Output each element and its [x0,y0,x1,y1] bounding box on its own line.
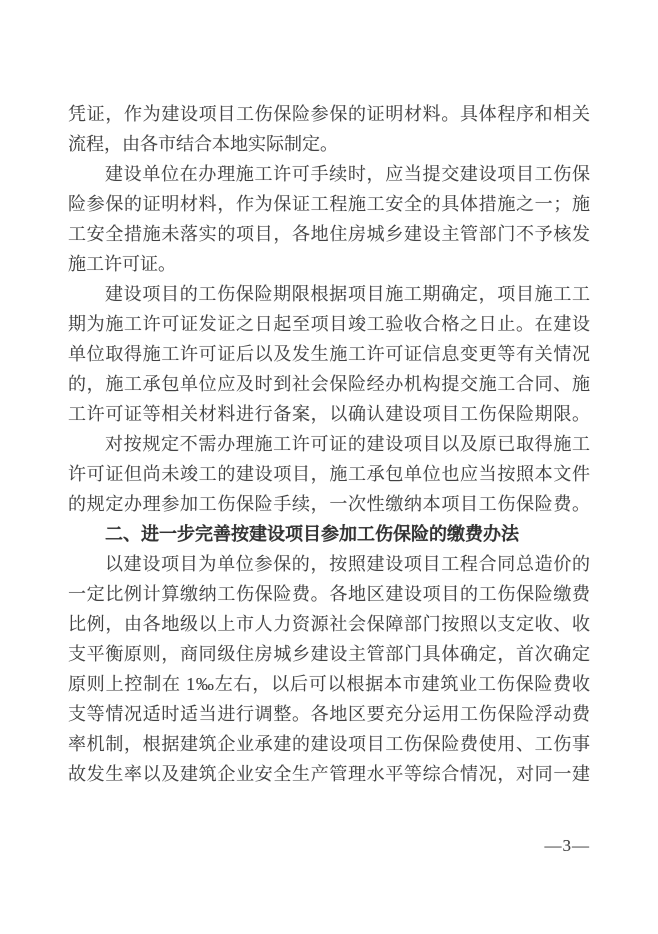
text-line: 工安全措施未落实的项目，各地住房城乡建设主管部门不予核发 [68,224,590,244]
text-line: 对按规定不需办理施工许可证的建设项目以及原已取得施工 [105,434,590,454]
text-line: 故发生率以及建筑企业安全生产管理水平等综合情况，对同一建 [68,764,590,784]
text-line: 一定比例计算缴纳工伤保险费。各地区建设项目的工伤保险缴费 [68,584,590,604]
text-line: 建设项目的工伤保险期限根据项目施工期确定，项目施工工 [105,284,590,304]
text-line: 流程，由各市结合本地实际制定。 [68,134,338,154]
text-line: 凭证，作为建设项目工伤保险参保的证明材料。具体程序和相关 [68,104,590,124]
text-line: 期为施工许可证发证之日起至项目竣工验收合格之日止。在建设 [68,314,590,334]
text-line: 许可证但尚未竣工的建设项目，施工承包单位也应当按照本文件 [68,464,590,484]
section-heading: 二、进一步完善按建设项目参加工伤保险的缴费办法 [105,524,519,544]
text-line: 原则上控制在 1‰左右，以后可以根据本市建筑业工伤保险费收 [68,674,590,694]
text-line: 的规定办理参加工伤保险手续，一次性缴纳本项目工伤保险费。 [68,494,590,514]
text-line: 支等情况适时适当进行调整。各地区要充分运用工伤保险浮动费 [68,704,590,724]
text-line: 建设单位在办理施工许可手续时，应当提交建设项目工伤保 [105,164,590,184]
text-line: 以建设项目为单位参保的，按照建设项目工程合同总造价的 [105,554,590,574]
text-line: 比例，由各地级以上市人力资源社会保障部门按照以支定收、收 [68,614,590,634]
document-body [68,99,590,789]
text-line: 施工许可证。 [68,254,176,274]
text-line: 率机制，根据建筑企业承建的建设项目工伤保险费使用、工伤事 [68,734,590,754]
text-line: 支平衡原则，商同级住房城乡建设主管部门具体确定，首次确定 [68,644,590,664]
text-line: 工许可证等相关材料进行备案，以确认建设项目工伤保险期限。 [68,404,590,424]
text-line: 的，施工承包单位应及时到社会保险经办机构提交施工合同、施 [68,374,590,394]
text-line: 单位取得施工许可证后以及发生施工许可证信息变更等有关情况 [68,344,590,364]
page-number: —3— [544,836,590,855]
text-line: 险参保的证明材料，作为保证工程施工安全的具体措施之一；施 [68,194,590,214]
